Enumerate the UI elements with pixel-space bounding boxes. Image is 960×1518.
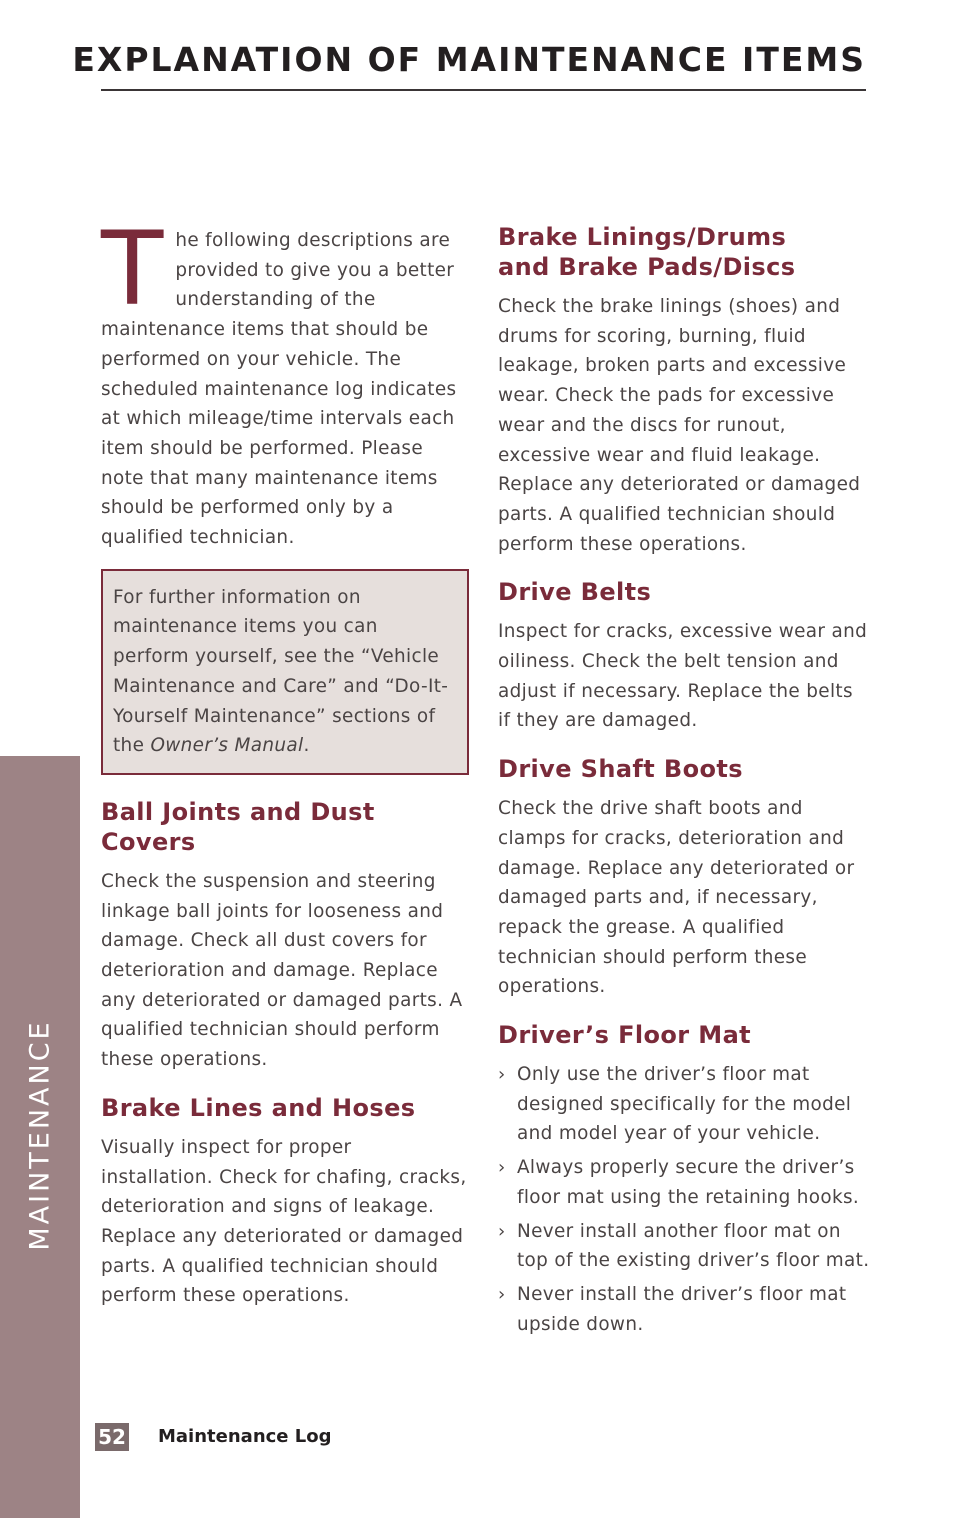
drop-cap: T	[101, 210, 164, 329]
section-title: Brake Linings/Drums and Brake Pads/Discs	[498, 223, 796, 281]
list-item	[498, 1060, 870, 1149]
section-body: Visually inspect for proper installation. Check for chafing, cracks, deterioration and signs of leakage. Replace any deteriorated or damaged parts. A qualified technician should perform these operations.	[101, 1136, 467, 1307]
section-title: Drive Shaft Boots	[498, 755, 743, 784]
section-title: Brake Lines and Hoses	[101, 1093, 416, 1122]
section-title: Ball Joints and Dust Covers	[101, 797, 375, 856]
bullet-marker: ›	[498, 1283, 506, 1305]
footer-label: Maintenance Log	[158, 1426, 332, 1447]
section-body: Check the drive shaft boots and clamps for cracks, deterioration and damage. Replace any deteriorated or damaged parts and, if necessary, repack the grease. A qualified technician should perform these operations.	[498, 798, 855, 998]
right-column	[498, 222, 870, 1343]
section-title: Driver’s Floor Mat	[498, 1021, 752, 1050]
section-body: Inspect for cracks, excessive wear and oiliness. Check the belt tension and adjust if necessary. Replace the belts if they are damaged.	[498, 621, 868, 732]
side-section-label: MAINTENANCE	[24, 1019, 56, 1251]
list-item	[498, 1217, 870, 1276]
left-column	[101, 210, 469, 1311]
section-brake-linings	[498, 222, 870, 559]
note-text-end: .	[303, 735, 310, 757]
intro-paragraph	[101, 210, 469, 553]
intro-text: he following descriptions are provided to give you a better understanding of the maintenance items that should be performed on your vehicle. The scheduled maintenance log indicates at which mileage/time intervals each item should be performed. Please note that many maintenance items should be performed only by a qualified technician.	[101, 230, 457, 549]
list-item	[498, 1280, 870, 1339]
note-box	[101, 569, 469, 775]
list-item-text: Never install the driver’s floor mat upside down.	[517, 1283, 847, 1335]
section-body: Check the suspension and steering linkage ball joints for looseness and damage. Check all dust covers for deterioration and damage. Replace any deteriorated or damaged parts. A qualified technician should perform these operations.	[101, 870, 463, 1071]
section-drivers-floor-mat	[498, 1020, 870, 1339]
bullet-marker: ›	[498, 1220, 506, 1242]
note-text-main: For further information on maintenance items you can perform yourself, see the “Vehicle Maintenance and Care” and “Do-It-Yourself Maintenance” sections of the	[113, 586, 449, 757]
list-item-text: Always properly secure the driver’s floor mat using the retaining hooks.	[517, 1157, 860, 1208]
list-item-text: Only use the driver’s floor mat designed specifically for the model and model year of your vehicle.	[517, 1064, 852, 1145]
list-item	[498, 1153, 870, 1212]
section-drive-shaft-boots	[498, 754, 870, 1002]
bullet-marker: ›	[498, 1064, 506, 1086]
section-body: Check the brake linings (shoes) and drums for scoring, burning, fluid leakage, broken parts and excessive wear. Check the pads for excessive wear and the discs for runout, excessive wear and fluid leakage. Replace any deteriorated or damaged parts. A qualified technician should perform these operations.	[498, 296, 861, 555]
page-number: 52	[95, 1423, 129, 1451]
section-brake-lines	[101, 1093, 469, 1311]
section-ball-joints	[101, 797, 469, 1075]
header-divider	[101, 89, 866, 91]
list-item-text: Never install another floor mat on top of the existing driver’s floor mat.	[517, 1220, 870, 1272]
section-title: Drive Belts	[498, 578, 652, 607]
bullet-marker: ›	[498, 1157, 506, 1179]
note-text-italic: Owner’s Manual	[150, 735, 304, 757]
section-drive-belts	[498, 577, 870, 736]
note-text	[113, 583, 457, 761]
page-header-title: EXPLANATION OF MAINTENANCE ITEMS	[72, 40, 866, 79]
floor-mat-bullet-list	[498, 1060, 870, 1339]
